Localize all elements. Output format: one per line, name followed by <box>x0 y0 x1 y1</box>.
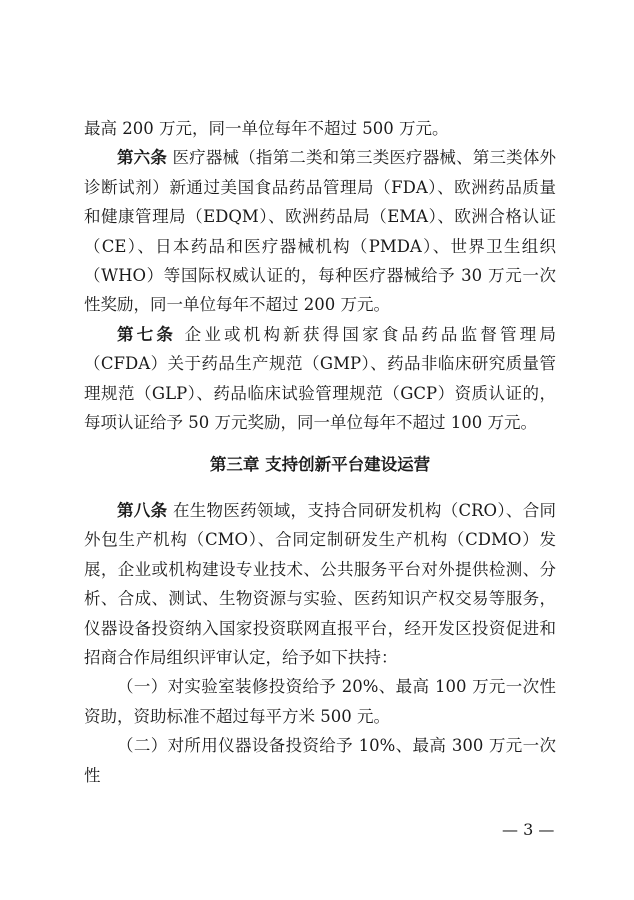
clause-1 <box>84 672 556 731</box>
paragraph-continuation <box>84 114 556 143</box>
article-8-text: 在生物医药领域，支持合同研发机构（CRO）、合同外包生产机构（CMO）、合同定制研发生产机构（CDMO）发展，企业或机构建设专业技术、公共服务平台对外提供检测、分析、合成、测试、生物资源与实验、医药知识产权交易等服务，仪器设备投资纳入国家投资联网直报平台，经开发区投资促进和招商合作局组织评审认定，给予如下扶持： <box>84 500 556 667</box>
article-7-label: 第七条 <box>117 324 177 344</box>
article-6-text: 医疗器械（指第二类和第三类医疗器械、第三类体外诊断试剂）新通过美国食品药品管理局（FDA）、欧洲药品质量和健康管理局（EDQM）、欧洲药品局（EMA）、欧洲合格认证（CE）、日本药品和医疗器械机构（PMDA）、世界卫生组织（WHO）等国际权威认证的，每种医疗器械给予 30 万元一次性奖励，同一单位每年不超过 200 万元。 <box>84 148 557 315</box>
clause-1-text: （一）对实验室装修投资给予 20%、最高 100 万元一次性资助，资助标准不超过每平方米 500 元。 <box>84 677 556 726</box>
article-7-text: 企业或机构新获得国家食品药品监督管理局（CFDA）关于药品生产规范（GMP）、药品非临床研究质量管理规范（GLP）、药品临床试验管理规范（GCP）资质认证的，每项认证给予 50 万元奖励，同一单位每年不超过 100 万元。 <box>84 324 557 433</box>
clause-2-text: （二）对所用仪器设备投资给予 10%、最高 300 万元一次性 <box>84 736 556 785</box>
article-7 <box>84 320 556 438</box>
article-8 <box>84 496 556 672</box>
chapter-title: 第三章 支持创新平台建设运营 <box>209 455 431 475</box>
body-text-section-1 <box>84 114 556 790</box>
article-6-label: 第六条 <box>117 148 168 168</box>
page-number: — 3 — <box>502 820 555 839</box>
clause-2 <box>84 731 556 790</box>
article-8-label: 第八条 <box>117 500 168 520</box>
article-6 <box>84 143 556 319</box>
paragraph-text: 最高 200 万元，同一单位每年不超过 500 万元。 <box>84 119 449 138</box>
